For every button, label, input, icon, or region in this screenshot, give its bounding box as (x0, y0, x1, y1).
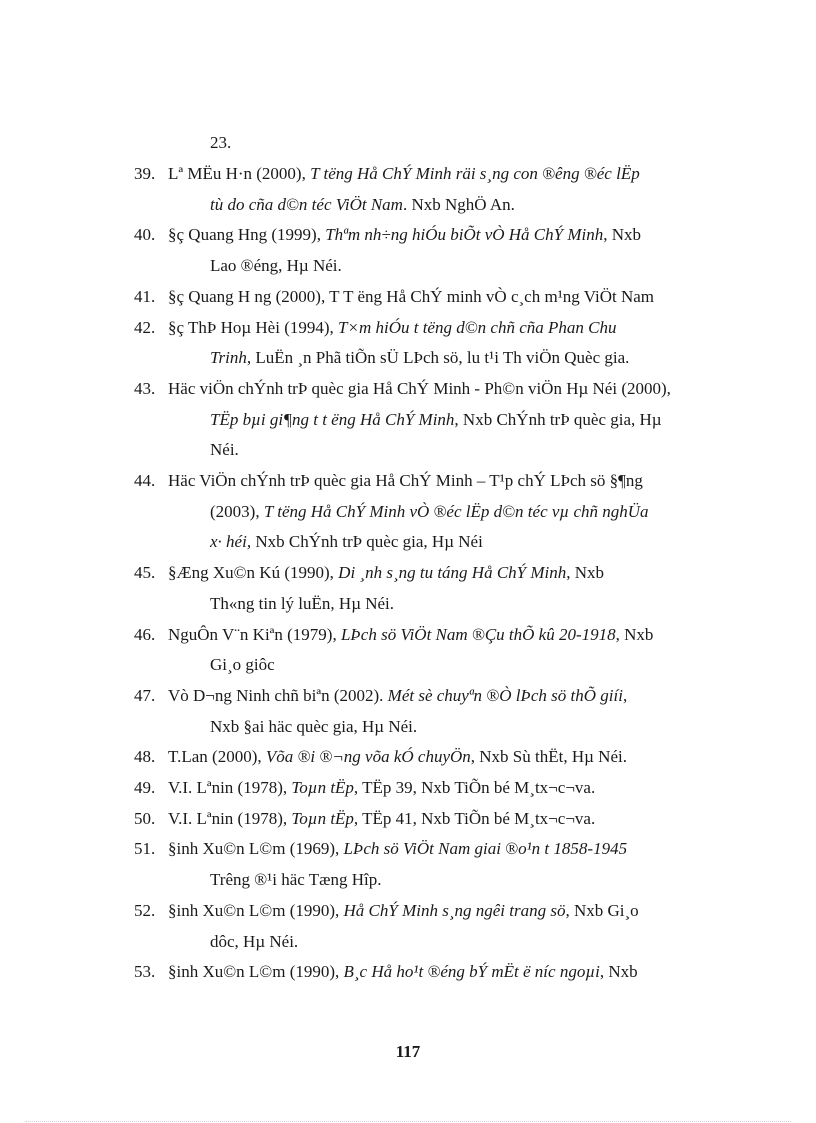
continuation-text: 23. (210, 133, 232, 152)
reference-title: Trinh (210, 348, 247, 368)
reference-title: T×m hiÓu t tëng d©n chñ cña Phan Chu (338, 317, 617, 337)
reference-text: , Nxb (599, 962, 638, 982)
reference-text: §Æng Xu©n Kú (1990), (168, 563, 339, 583)
reference-text: NguÔn V¨n Kiªn (1979), (168, 624, 341, 644)
reference-entry (168, 379, 671, 399)
reference-number: 39. (134, 164, 156, 183)
reference-entry (168, 625, 653, 645)
reference-number: 50. (134, 808, 156, 828)
reference-number: 42. (134, 317, 156, 337)
reference-title: T tëng Hå ChÝ Minh räi s¸ng con ®êng ®éc lËp (310, 164, 640, 183)
reference-text: §ç Quang Hng (1999), (168, 225, 326, 245)
reference-title: Thªm nh÷ng hiÓu biÕt vÒ Hå ChÝ Minh (325, 225, 604, 245)
reference-title: Di ¸nh s¸ng tu táng Hå ChÝ Minh (338, 563, 567, 583)
reference-text: V.I. Lªnin (1978), (168, 808, 292, 828)
reference-text: §inh Xu©n L©m (1969), (168, 839, 344, 859)
reference-text: , LuËn ¸n Phã tiÕn sÜ LÞch sö, lu t¹i Th viÖn Quèc gia. (246, 348, 630, 368)
reference-continuation (210, 655, 275, 675)
reference-text: , Nxb Sù thËt, Hµ Néi. (470, 747, 627, 767)
reference-title: Toµn tËp (291, 778, 354, 797)
reference-entry (168, 471, 643, 491)
reference-entry (168, 287, 654, 307)
reference-text: Th«ng tin lý luËn, Hµ Néi. (210, 593, 395, 613)
reference-text: , Nxb (603, 225, 642, 245)
reference-entry (168, 839, 627, 859)
reference-entry (168, 809, 595, 829)
reference-text: dôc, Hµ Néi. (210, 931, 299, 951)
reference-number: 48. (134, 747, 156, 767)
reference-text: Nxb §ai häc quèc gia, Hµ Néi. (210, 716, 418, 736)
reference-title: tù do cña d©n téc ViÖt Nam (210, 194, 403, 214)
reference-number: 51. (134, 839, 156, 859)
reference-number: 40. (134, 225, 156, 245)
reference-entry (168, 563, 604, 583)
reference-continuation (210, 348, 629, 368)
reference-text: , Nxb Gi¸o (565, 900, 639, 920)
reference-continuation (210, 532, 483, 552)
reference-title: x· héi, (210, 532, 252, 552)
reference-continuation (210, 410, 662, 430)
reference-title: T tëng Hå ChÝ Minh vÒ ®éc lËp d©n téc vµ chñ nghÜa (263, 501, 649, 521)
reference-title: Toµn tËp (291, 808, 354, 828)
reference-entry (168, 686, 627, 706)
reference-title: Mét sè chuyªn ®Ò lÞch sö thÕ giíi (387, 685, 623, 705)
reference-text: §inh Xu©n L©m (1990), (168, 962, 344, 982)
reference-continuation (210, 502, 649, 522)
reference-text: Vò D¬ng Ninh chñ biªn (2002). (168, 685, 388, 705)
reference-number: 47. (134, 685, 156, 705)
reference-number: 41. (134, 286, 156, 306)
reference-title: B¸c Hå ho¹t ®éng bÝ mËt ë níc ngoµi (343, 962, 600, 982)
reference-text: Trêng ®¹i häc Tæng Hîp. (210, 870, 382, 890)
reference-continuation (210, 870, 382, 890)
reference-text: T.Lan (2000), (168, 747, 266, 767)
reference-text: Häc viÖn chÝnh trÞ quèc gia Hå ChÝ Minh - Ph©n viÖn Hµ Néi (2000), (168, 378, 671, 398)
reference-text: Néi. (210, 440, 239, 460)
reference-title: Hå ChÝ Minh s¸ng ngêi trang sö (343, 900, 566, 920)
reference-text: Lª MËu H·n (2000), (168, 164, 311, 183)
reference-title: Võa ®i ®¬ng võa kÓ chuyÖn (265, 747, 471, 767)
reference-text: , Nxb (566, 563, 605, 583)
reference-entry (168, 318, 616, 338)
reference-number: 52. (134, 900, 156, 920)
reference-title: TËp bµi gi¶ng t t ëng Hå ChÝ Minh (210, 409, 455, 429)
reference-entry (168, 747, 627, 767)
reference-number: 43. (134, 378, 156, 398)
reference-text: (2003), (210, 501, 264, 521)
reference-number: 45. (134, 563, 156, 583)
reference-entry (168, 225, 641, 245)
reference-entry (168, 778, 595, 798)
reference-text: §ç Quang H ng (2000), T T ëng Hå ChÝ minh vÒ c¸ch m¹ng ViÖt Nam (168, 286, 655, 306)
reference-continuation (210, 717, 417, 737)
reference-text: . Nxb NghÖ An. (402, 194, 515, 214)
reference-text: Gi¸o giôc (210, 655, 275, 675)
page-number: 117 (395, 1042, 421, 1061)
reference-text: V.I. Lªnin (1978), (168, 778, 292, 797)
reference-entry (168, 962, 638, 982)
page-bottom-border (25, 1121, 791, 1122)
reference-text: §ç ThÞ Hoµ Hèi (1994), (168, 317, 339, 337)
reference-number: 44. (134, 471, 156, 490)
reference-entry (168, 164, 640, 184)
reference-continuation (210, 594, 394, 614)
reference-number: 53. (134, 962, 156, 982)
reference-text: , (622, 685, 628, 705)
reference-text: Nxb ChÝnh trÞ quèc gia, Hµ Néi (251, 532, 483, 552)
reference-number: 46. (134, 624, 156, 644)
reference-text: , TËp 39, Nxb TiÕn bé M¸tx¬c¬va. (353, 778, 596, 797)
reference-continuation (210, 440, 239, 460)
reference-entry (168, 901, 639, 921)
reference-text: , Nxb ChÝnh trÞ quèc gia, Hµ (454, 409, 662, 429)
reference-title: LÞch sö ViÖt Nam ®Çu thÕ kû 20-1918 (340, 624, 616, 644)
reference-text: Lao ®éng, Hµ Néi. (210, 256, 342, 276)
reference-text: Häc ViÖn chÝnh trÞ quèc gia Hå ChÝ Minh – T¹p chÝ LÞch sö §¶ng (168, 471, 643, 490)
reference-continuation (210, 256, 342, 276)
reference-text: , TËp 41, Nxb TiÕn bé M¸tx¬c¬va. (353, 808, 596, 828)
reference-text: §inh Xu©n L©m (1990), (168, 900, 344, 920)
reference-title: LÞch sö ViÖt Nam giai ®o¹n t 1858-1945 (343, 839, 628, 859)
reference-continuation (210, 932, 298, 952)
reference-text: , Nxb (615, 624, 654, 644)
reference-number: 49. (134, 778, 156, 797)
reference-continuation (210, 195, 515, 215)
